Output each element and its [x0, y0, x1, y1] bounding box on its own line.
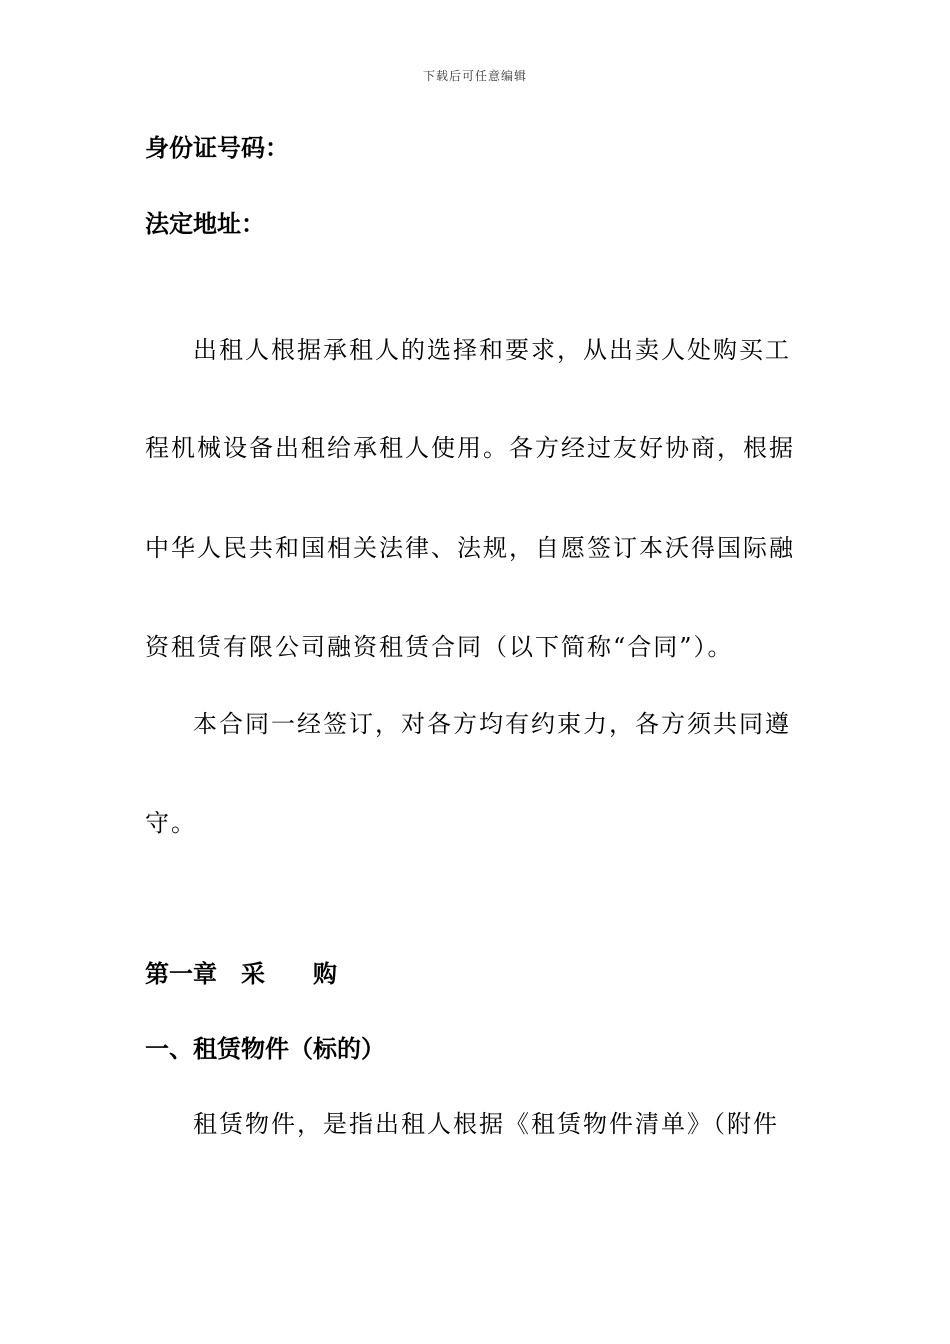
- section-title: 一、租赁物件（标的）: [145, 1035, 385, 1063]
- id-number-label: 身份证号码：: [145, 134, 289, 162]
- preamble-line: 出租人根据承租人的选择和要求，从出卖人处购买工: [193, 336, 791, 364]
- preamble-line: 资租赁有限公司融资租赁合同（以下简称“合同”）。: [145, 633, 734, 661]
- header-note: 下载后可任意编辑: [422, 69, 527, 83]
- chapter-title: 第一章 采 购: [145, 960, 337, 988]
- preamble-line: 程机械设备出租给承租人使用。各方经过友好协商，根据: [145, 434, 795, 462]
- section-line: 租赁物件，是指出租人根据《租赁物件清单》（附件: [193, 1110, 779, 1138]
- preamble-line: 中华人民共和国相关法律、法规，自愿签订本沃得国际融: [145, 534, 795, 562]
- binding-line: 本合同一经签订，对各方均有约束力，各方须共同遵: [193, 710, 791, 738]
- binding-line: 守。: [145, 809, 197, 837]
- legal-address-label: 法定地址：: [145, 210, 265, 238]
